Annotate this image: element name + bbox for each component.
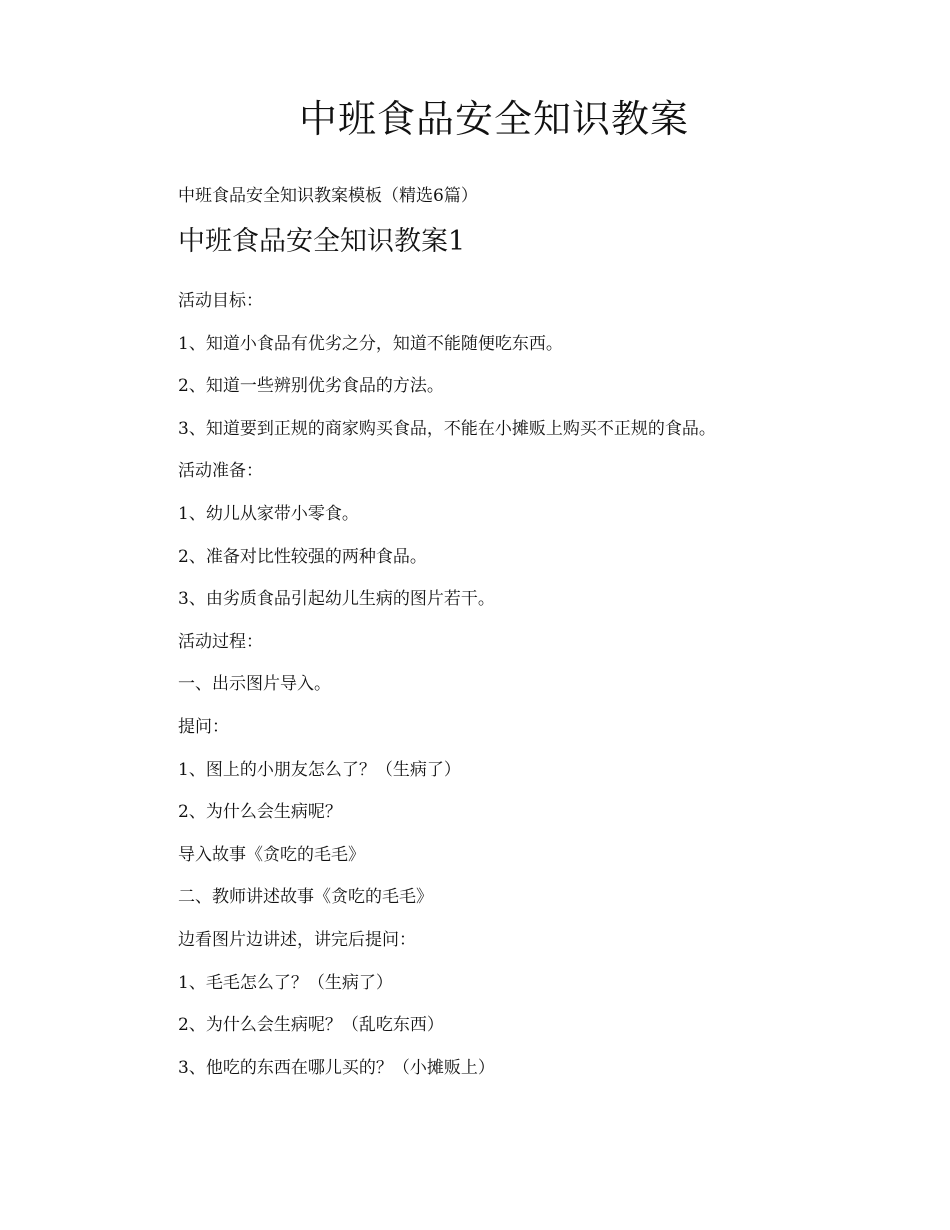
document-body [178, 287, 878, 1096]
body-line: 2、为什么会生病呢？（乱吃东西） [178, 1015, 444, 1036]
body-line: 1、幼儿从家带小零食。 [178, 503, 359, 524]
body-line: 2、准备对比性较强的两种食品。 [178, 546, 427, 567]
body-line: 1、图上的小朋友怎么了？（生病了） [178, 759, 461, 780]
body-line-activity-process: 活动过程： [178, 631, 263, 652]
body-line-activity-preparation: 活动准备： [178, 461, 263, 482]
body-line: 3、知道要到正规的商家购买食品，不能在小摊贩上购买不正规的食品。 [178, 418, 716, 439]
body-line: 一、出示图片导入。 [178, 674, 331, 695]
body-line: 2、知道一些辨别优劣食品的方法。 [178, 376, 444, 397]
document-title: 中班食品安全知识教案 [298, 97, 689, 141]
section-heading: 中班食品安全知识教案1 [178, 226, 466, 257]
document-subtitle: 中班食品安全知识教案模板（精选6篇） [178, 186, 478, 206]
body-line: 1、毛毛怎么了？（生病了） [178, 972, 393, 993]
body-line: 导入故事《贪吃的毛毛》 [178, 844, 365, 865]
body-line: 边看图片边讲述，讲完后提问： [178, 929, 416, 950]
body-line: 提问： [178, 716, 229, 737]
body-line: 2、为什么会生病呢？ [178, 802, 342, 823]
body-line: 3、由劣质食品引起幼儿生病的图片若干。 [178, 589, 495, 610]
body-line-activity-goals: 活动目标： [178, 291, 263, 311]
body-line: 1、知道小食品有优劣之分，知道不能随便吃东西。 [178, 333, 563, 354]
body-line: 二、教师讲述故事《贪吃的毛毛》 [178, 887, 433, 908]
body-line: 3、他吃的东西在哪儿买的？（小摊贩上） [178, 1057, 495, 1078]
